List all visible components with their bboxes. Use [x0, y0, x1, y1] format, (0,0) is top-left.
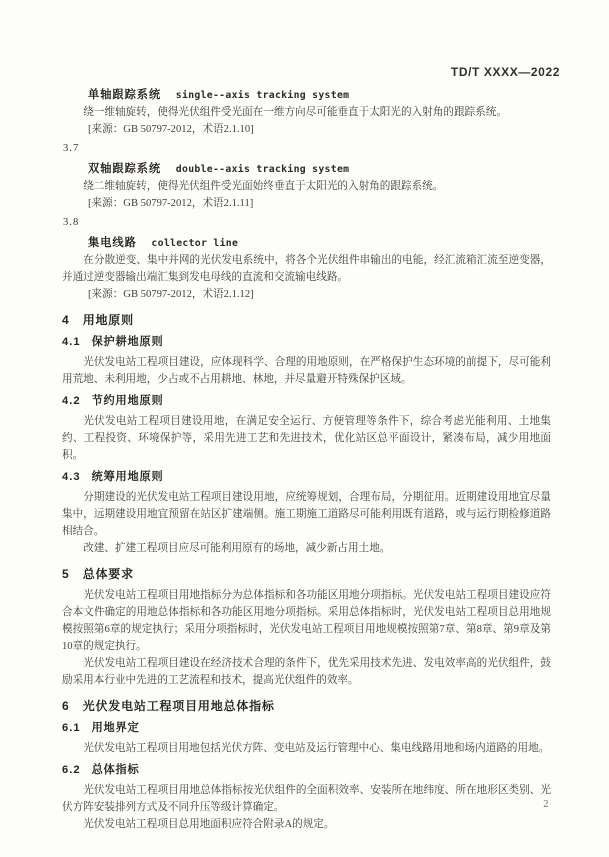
- term-definition: 绕一维轴旋转，使得光伏组件受光面在一维方向尽可能垂直于太阳光的入射角的跟踪系统。: [83, 107, 507, 118]
- page-footer: [543, 796, 549, 813]
- term-source-note: [来源：GB 50797-2012，术语2.1.12]: [88, 289, 254, 300]
- body-paragraph: 光伏发电站工程项目建设用地，在满足安全运行、方便管理等条件下，综合考虑光能利用、土地集约、工程投资、环境保护等，采用先进工艺和先进技术，优化站区总平面设计，紧凑布局，减少用地面积。: [62, 416, 551, 461]
- section-heading-4-2: [62, 393, 551, 410]
- chapter-number: 5: [62, 567, 70, 581]
- section-number: 6.2: [62, 764, 81, 776]
- section-title: 保护耕地原则: [91, 336, 164, 348]
- term-number: 3.8: [63, 217, 80, 228]
- term-definition: 在分散逆变、集中并网的光伏发电系统中，将各个光伏组件串输出的电能，经汇流箱汇流至逆变器，并通过逆变器输出端汇集到发电母线的直流和交流输电线路。: [62, 255, 551, 283]
- term-title: [62, 235, 551, 252]
- term-number: 3.7: [63, 143, 80, 154]
- section-number: 4.2: [62, 395, 81, 407]
- term-name-en: double--axis tracking system: [175, 164, 350, 175]
- section-number: 4.1: [62, 336, 81, 348]
- chapter-heading-4: [62, 312, 551, 329]
- chapter-heading-5: [62, 566, 551, 583]
- term-entry-double-axis-tracking-system: [62, 161, 551, 212]
- document-content: [62, 87, 551, 833]
- term-name-zh: 双轴跟踪系统: [88, 163, 162, 175]
- term-name-zh: 集电线路: [88, 237, 137, 249]
- body-paragraph: 改建、扩建工程项目应尽可能利用原有的场地，减少新占用土地。: [83, 543, 391, 554]
- term-name-en: collector line: [151, 238, 239, 249]
- section-heading-4-1: [62, 334, 551, 351]
- section-title: 总体指标: [91, 764, 140, 776]
- term-definition: 绕二维轴旋转，使得光伏组件受光面始终垂直于太阳光的入射角的跟踪系统。: [83, 181, 444, 192]
- doc-number: TD/T XXXX—2022: [450, 65, 560, 79]
- body-paragraph: 光伏发电站工程项目用地指标分为总体指标和各功能区用地分项指标。光伏发电站工程项目建设应符合本文件确定的用地总体指标和各功能区用地分项指标。采用总体指标时，光伏发电站工程项目总用地规模按照第6章的规定执行；采用分项指标时，光伏发电站工程项目用地规模按照第7章、第8章、第9章及第10章的规定执行。: [62, 590, 551, 652]
- chapter-number: 6: [62, 699, 70, 713]
- term-source-note: [来源：GB 50797-2012，术语2.1.10]: [88, 124, 254, 135]
- section-number: 6.1: [62, 722, 81, 734]
- chapter-heading-6: [62, 698, 551, 715]
- body-paragraph: 光伏发电站工程项目总用地面积应符合附录A的规定。: [83, 819, 335, 830]
- term-title: [62, 161, 551, 178]
- term-source-note: [来源：GB 50797-2012，术语2.1.11]: [88, 198, 254, 209]
- body-paragraph: 分期建设的光伏发电站工程项目建设用地，应统筹规划，合理布局，分期征用。近期建设用地宜尽量集中，远期建设用地宜预留在站区扩建端侧。施工期施工道路尽可能利用既有道路，或与运行期检修道路相结合。: [62, 492, 551, 537]
- body-paragraph: 光伏发电站工程项目建设在经济技术合理的条件下，优先采用技术先进、发电效率高的光伏组件，鼓励采用本行业中先进的工艺流程和技术，提高光伏组件的效率。: [62, 658, 551, 686]
- section-heading-6-2: [62, 762, 551, 779]
- section-title: 统筹用地原则: [91, 471, 164, 483]
- section-heading-4-3: [62, 469, 551, 486]
- term-entry-collector-line: [62, 235, 551, 303]
- chapter-number: 4: [62, 313, 70, 327]
- term-name-zh: 单轴跟踪系统: [88, 89, 162, 101]
- chapter-title: 光伏发电站工程项目用地总体指标: [82, 699, 275, 713]
- body-paragraph: 光伏发电站工程项目用地包括光伏方阵、变电站及运行管理中心、集电线路用地和场内道路的用地。: [83, 743, 550, 754]
- page-header: [62, 64, 560, 82]
- term-title: [62, 87, 551, 104]
- body-paragraph: 光伏发电站工程项目建设，应体现科学、合理的用地原则，在严格保护生态环境的前提下，尽可能利用荒地、未利用地，少占或不占用耕地、林地，并尽量避开特殊保护区域。: [62, 357, 551, 385]
- term-entry-single-axis-tracking-system: [62, 87, 551, 138]
- section-heading-6-1: [62, 720, 551, 737]
- page-number: 2: [543, 799, 549, 810]
- chapter-title: 总体要求: [82, 567, 134, 581]
- section-title: 节约用地原则: [91, 395, 164, 407]
- chapter-title: 用地原则: [82, 313, 134, 327]
- section-number: 4.3: [62, 471, 81, 483]
- body-paragraph: 光伏发电站工程项目用地总体指标按光伏组件的全面积效率、安装所在地纬度、所在地形区类别、光伏方阵安装排列方式及不同升压等级计算确定。: [62, 785, 551, 813]
- term-name-en: single--axis tracking system: [175, 90, 350, 101]
- section-title: 用地界定: [91, 722, 140, 734]
